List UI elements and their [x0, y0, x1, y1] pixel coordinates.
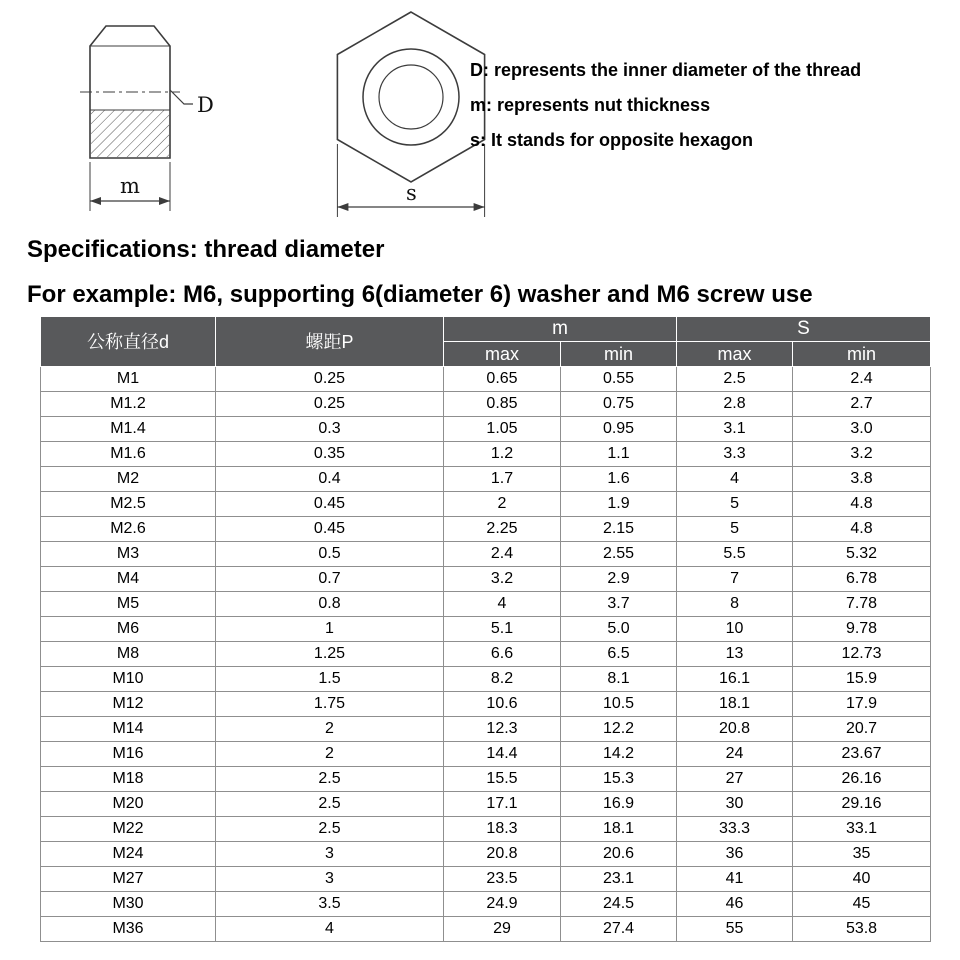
table-cell: 3.7 — [561, 592, 677, 617]
table-cell: 0.45 — [216, 517, 444, 542]
header-nominal-diameter: 公称直径d — [41, 317, 216, 367]
table-cell: 35 — [793, 842, 931, 867]
table-cell: 0.3 — [216, 417, 444, 442]
table-cell: 23.1 — [561, 867, 677, 892]
table-cell: 0.85 — [444, 392, 561, 417]
table-cell: 9.78 — [793, 617, 931, 642]
hatch-area — [91, 110, 169, 157]
table-cell: 41 — [677, 867, 793, 892]
header-group-s: S — [677, 317, 931, 342]
table-cell: 0.95 — [561, 417, 677, 442]
table-cell: 24.5 — [561, 892, 677, 917]
table-row — [41, 492, 931, 517]
table-cell: M2 — [41, 467, 216, 492]
table-cell: M8 — [41, 642, 216, 667]
header-m-min: min — [561, 342, 677, 367]
table-cell: 3.0 — [793, 417, 931, 442]
table-cell: M2.6 — [41, 517, 216, 542]
table-cell: M16 — [41, 742, 216, 767]
table-cell: 2.4 — [793, 367, 931, 392]
table-cell: 7.78 — [793, 592, 931, 617]
table-cell: 8 — [677, 592, 793, 617]
table-cell: 2 — [444, 492, 561, 517]
table-cell: 5 — [677, 492, 793, 517]
inner-thread-circle — [379, 65, 443, 129]
table-cell: 15.5 — [444, 767, 561, 792]
table-cell: 0.25 — [216, 392, 444, 417]
table-cell: 2.5 — [677, 367, 793, 392]
table-cell: M22 — [41, 817, 216, 842]
table-row — [41, 592, 931, 617]
table-cell: M30 — [41, 892, 216, 917]
table-cell: 5.5 — [677, 542, 793, 567]
table-row — [41, 617, 931, 642]
table-row — [41, 817, 931, 842]
table-cell: 29.16 — [793, 792, 931, 817]
legend-line-s: s: It stands for opposite hexagon — [470, 130, 754, 150]
table-cell: 33.3 — [677, 817, 793, 842]
table-cell: 1.2 — [444, 442, 561, 467]
table-row — [41, 767, 931, 792]
table-cell: 16.1 — [677, 667, 793, 692]
legend — [470, 53, 861, 158]
table-cell: 24 — [677, 742, 793, 767]
table-cell: 2.9 — [561, 567, 677, 592]
table-cell: 6.5 — [561, 642, 677, 667]
table-cell: 55 — [677, 917, 793, 942]
table-cell: 26.16 — [793, 767, 931, 792]
table-cell: 53.8 — [793, 917, 931, 942]
table-row — [41, 892, 931, 917]
table-cell: 1.1 — [561, 442, 677, 467]
table-row — [41, 467, 931, 492]
table-row — [41, 417, 931, 442]
table-cell: M1.6 — [41, 442, 216, 467]
table-cell: 1.75 — [216, 692, 444, 717]
table-cell: 1.7 — [444, 467, 561, 492]
table-cell: 3.3 — [677, 442, 793, 467]
table-cell: 3.1 — [677, 417, 793, 442]
table-cell: 8.2 — [444, 667, 561, 692]
table-cell: 17.9 — [793, 692, 931, 717]
table-cell: 2.55 — [561, 542, 677, 567]
table-cell: M4 — [41, 567, 216, 592]
header-group-m: m — [444, 317, 677, 342]
table-cell: 29 — [444, 917, 561, 942]
table-cell: M14 — [41, 717, 216, 742]
nut-side-view-diagram — [60, 6, 260, 234]
table-cell: 0.8 — [216, 592, 444, 617]
table-cell: M27 — [41, 867, 216, 892]
table-cell: 0.35 — [216, 442, 444, 467]
table-cell: 18.3 — [444, 817, 561, 842]
table-cell: 18.1 — [561, 817, 677, 842]
table-cell: M20 — [41, 792, 216, 817]
table-cell: 2 — [216, 717, 444, 742]
spec-heading: Specifications: thread diameter — [27, 236, 385, 263]
table-cell: M2.5 — [41, 492, 216, 517]
table-cell: 0.75 — [561, 392, 677, 417]
table-cell: 7 — [677, 567, 793, 592]
table-cell: 1 — [216, 617, 444, 642]
table-cell: 20.8 — [677, 717, 793, 742]
table-cell: 15.9 — [793, 667, 931, 692]
table-cell: 4.8 — [793, 492, 931, 517]
table-cell: 2.4 — [444, 542, 561, 567]
table-cell: 2.5 — [216, 792, 444, 817]
label-m: m — [120, 174, 140, 198]
table-row — [41, 742, 931, 767]
table-row — [41, 517, 931, 542]
table-cell: 3.8 — [793, 467, 931, 492]
table-cell: 13 — [677, 642, 793, 667]
table-cell: 40 — [793, 867, 931, 892]
table-cell: 0.45 — [216, 492, 444, 517]
table-cell: M12 — [41, 692, 216, 717]
table-cell: 1.05 — [444, 417, 561, 442]
table-cell: 0.4 — [216, 467, 444, 492]
legend-line-d: D: represents the inner diameter of the thread — [470, 60, 862, 80]
table-cell: 2.5 — [216, 767, 444, 792]
table-cell: 14.4 — [444, 742, 561, 767]
table-row — [41, 867, 931, 892]
table-cell: M3 — [41, 542, 216, 567]
table-cell: 5.1 — [444, 617, 561, 642]
table-cell: 5 — [677, 517, 793, 542]
table-cell: M6 — [41, 617, 216, 642]
table-cell: 2.15 — [561, 517, 677, 542]
table-cell: M36 — [41, 917, 216, 942]
table-row — [41, 392, 931, 417]
table-cell: 2.7 — [793, 392, 931, 417]
table-cell: 1.25 — [216, 642, 444, 667]
table-cell: M18 — [41, 767, 216, 792]
table-cell: 27.4 — [561, 917, 677, 942]
header-m-max: max — [444, 342, 561, 367]
table-cell: 36 — [677, 842, 793, 867]
table-row — [41, 367, 931, 392]
table-cell: 3 — [216, 867, 444, 892]
table-cell: 45 — [793, 892, 931, 917]
table-row — [41, 692, 931, 717]
label-s: s — [406, 181, 417, 205]
table-cell: 10 — [677, 617, 793, 642]
table-cell: 6.78 — [793, 567, 931, 592]
table-row — [41, 792, 931, 817]
legend-line-m: m: represents nut thickness — [470, 95, 711, 115]
table-cell: M1 — [41, 367, 216, 392]
table-cell: 10.5 — [561, 692, 677, 717]
table-cell: 17.1 — [444, 792, 561, 817]
table-cell: 20.6 — [561, 842, 677, 867]
table-cell: 1.9 — [561, 492, 677, 517]
table-cell: 5.32 — [793, 542, 931, 567]
table-cell: 30 — [677, 792, 793, 817]
table-cell: 5.0 — [561, 617, 677, 642]
table-cell: 3.5 — [216, 892, 444, 917]
table-cell: 0.7 — [216, 567, 444, 592]
table-cell: 1.5 — [216, 667, 444, 692]
table-cell: 1.6 — [561, 467, 677, 492]
table-cell: 0.5 — [216, 542, 444, 567]
table-cell: 12.73 — [793, 642, 931, 667]
table-cell: 4.8 — [793, 517, 931, 542]
table-cell: 24.9 — [444, 892, 561, 917]
spec-table-body — [41, 367, 931, 942]
table-cell: M24 — [41, 842, 216, 867]
table-cell: 23.5 — [444, 867, 561, 892]
table-cell: 23.67 — [793, 742, 931, 767]
table-row — [41, 542, 931, 567]
table-cell: 0.65 — [444, 367, 561, 392]
header-s-max: max — [677, 342, 793, 367]
table-cell: 0.55 — [561, 367, 677, 392]
table-cell: 3.2 — [793, 442, 931, 467]
header-pitch: 螺距P — [216, 317, 444, 367]
table-cell: M5 — [41, 592, 216, 617]
table-cell: 14.2 — [561, 742, 677, 767]
table-row — [41, 917, 931, 942]
table-cell: 8.1 — [561, 667, 677, 692]
table-row — [41, 842, 931, 867]
table-cell: 6.6 — [444, 642, 561, 667]
table-cell: 20.7 — [793, 717, 931, 742]
table-cell: 2.25 — [444, 517, 561, 542]
table-cell: 3.2 — [444, 567, 561, 592]
table-cell: 18.1 — [677, 692, 793, 717]
table-row — [41, 667, 931, 692]
table-cell: 46 — [677, 892, 793, 917]
table-row — [41, 717, 931, 742]
example-heading: For example: M6, supporting 6(diameter 6) washer and M6 screw use — [27, 281, 813, 308]
table-row — [41, 442, 931, 467]
table-cell: 4 — [444, 592, 561, 617]
table-cell: 4 — [216, 917, 444, 942]
table-cell: M1.4 — [41, 417, 216, 442]
table-cell: 2.8 — [677, 392, 793, 417]
table-cell: 3 — [216, 842, 444, 867]
table-cell: 12.3 — [444, 717, 561, 742]
table-row — [41, 642, 931, 667]
spec-table — [40, 316, 931, 942]
table-row — [41, 567, 931, 592]
table-cell: M10 — [41, 667, 216, 692]
table-cell: 12.2 — [561, 717, 677, 742]
table-cell: 33.1 — [793, 817, 931, 842]
header-s-min: min — [793, 342, 931, 367]
table-cell: 2.5 — [216, 817, 444, 842]
table-cell: M1.2 — [41, 392, 216, 417]
table-cell: 4 — [677, 467, 793, 492]
table-cell: 15.3 — [561, 767, 677, 792]
table-cell: 20.8 — [444, 842, 561, 867]
table-cell: 27 — [677, 767, 793, 792]
table-cell: 10.6 — [444, 692, 561, 717]
hexagon-outline — [337, 12, 484, 182]
table-cell: 2 — [216, 742, 444, 767]
label-D: D — [197, 93, 214, 117]
spec-table-header — [41, 317, 931, 367]
table-cell: 16.9 — [561, 792, 677, 817]
table-cell: 0.25 — [216, 367, 444, 392]
outer-thread-circle — [363, 49, 459, 145]
